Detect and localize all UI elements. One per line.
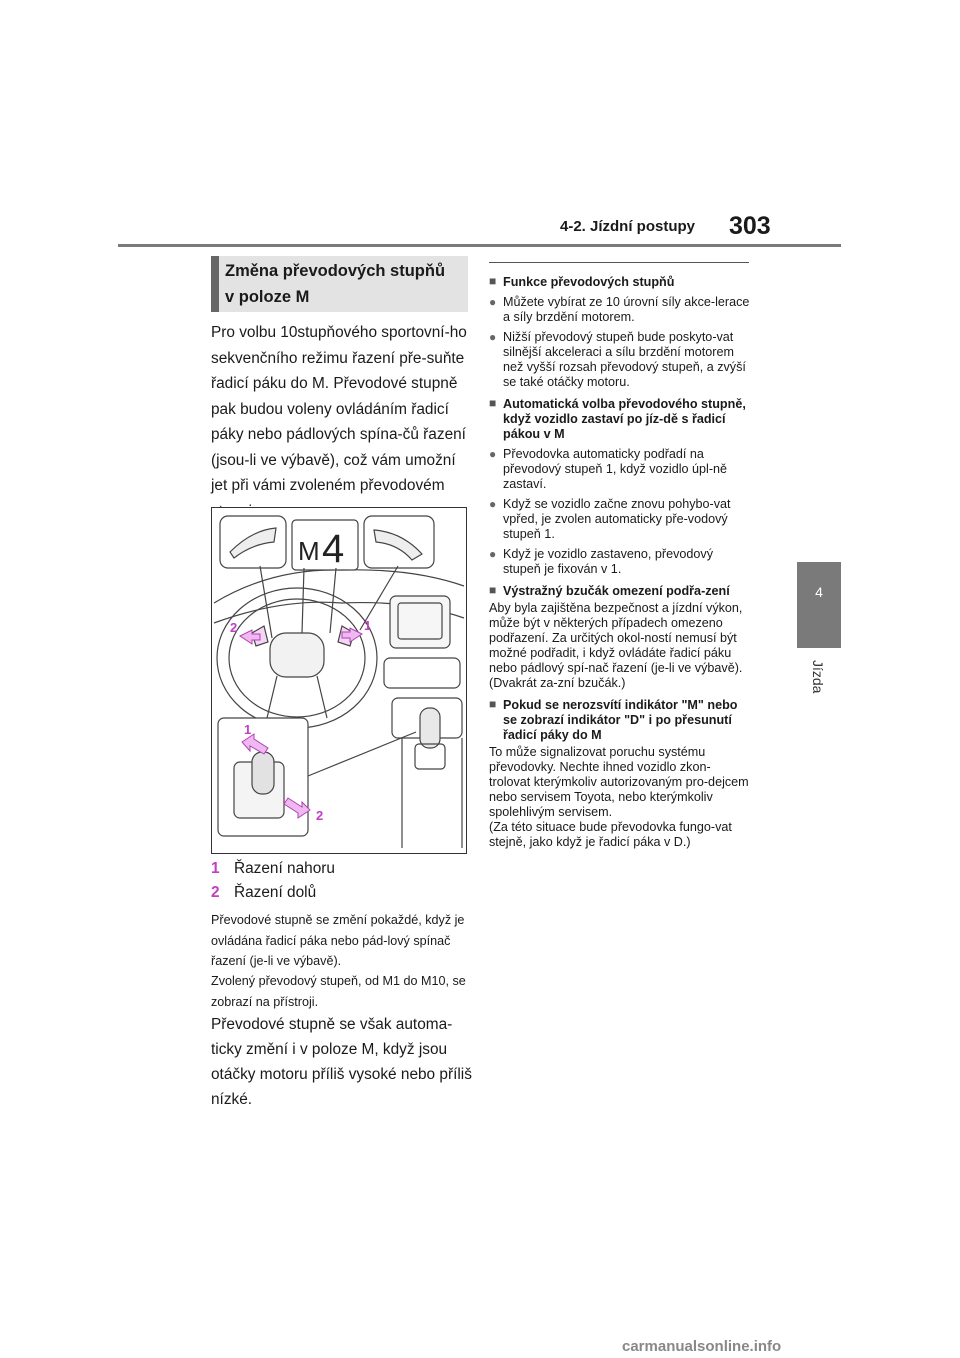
heading-indicator-fault: ■ Pokud se nerozsvítí indikátor "M" nebo se zobrazí indikátor "D" i po přesunutí řadicí páky do M xyxy=(489,698,751,743)
step-text: Řazení dolů xyxy=(234,884,317,901)
chapter-label-text: Jízda xyxy=(810,660,826,694)
footer-watermark: carmanualsonline.info xyxy=(622,1338,782,1355)
figure-label-1-right: 1 xyxy=(364,618,372,633)
paragraph-buzzer: Aby byla zajištěna bezpečnost a jízdní výkon, může být v některých případech omezeno podřazení. Za určitých okol-ností nemusí být možné podřadit, i když ovládáte řadicí páku nebo pádlový spí-nač řazení (je-li ve výbavě). (Dvakrát za-zní bzučák.) xyxy=(489,601,743,690)
chapter-label xyxy=(810,660,830,730)
step-downshift xyxy=(211,884,316,902)
bullet-item: ● Převodovka automaticky podřadí na převodový stupeň 1, když vozidlo úpl-ně zastaví. xyxy=(489,447,751,492)
display-number: 4 xyxy=(322,527,345,571)
heading-gear-functions: ■ Funkce převodových stupňů xyxy=(489,275,751,290)
note-auto-change: Převodové stupně se však automa-ticky změní i v poloze M, když jsou otáčky motoru příliš vysoké nebo příliš nízké. xyxy=(211,1016,472,1108)
paragraph-fault-note: (Za této situace bude převodovka fungo-vat stejně, jako když je řadicí páka v D.) xyxy=(489,820,732,849)
chapter-tab[interactable]: 4 xyxy=(797,562,841,648)
section-heading-line1: Změna převodových stupňů xyxy=(225,262,446,280)
right-column xyxy=(489,268,751,850)
step-upshift xyxy=(211,860,335,878)
heading-warning-buzzer: ■ Výstražný bzučák omezení podřa-zení xyxy=(489,584,751,599)
intro-paragraph: Pro volbu 10stupňového sportovní-ho sekvenčního režimu řazení pře-suňte řadicí páku do M. Převodové stupně pak budou voleny ovládáním řadicí páky nebo pádlových spína-čů řazení (jsou-li ve výbavě), což vám umožní jet při vámi zvoleném převodovém xyxy=(211,324,467,494)
note-gear-display: Zvolený převodový stupeň, od M1 do M10, se zobrazí na přístroji. xyxy=(211,974,466,1009)
paragraph-fault: To může signalizovat poruchu systému převodovky. Nechte ihned vozidlo zkon-trolovat kterýmkoliv autorizovaným pro-dejcem nebo servisem Toyota, nebo kterýmkoliv spolehlivým servisem. xyxy=(489,745,749,819)
page-number: 303 xyxy=(729,212,771,240)
bullet-item: ● Nižší převodový stupeň bude poskyto-vat silnější akceleraci a sílu brzdění motorem než vyšší rozsah převodový stupeň, a zvýší se také otáčky motoru. xyxy=(489,330,751,390)
figure-label-1-lever: 1 xyxy=(244,722,252,737)
bullet-item: ● Můžete vybírat ze 10 úrovní síly akce-lerace a síly brzdění motorem. xyxy=(489,295,751,325)
heading-auto-selection: ■ Automatická volba převodového stupně, když vozidlo zastaví po jíz-dě s řadicí pákou v M xyxy=(489,397,751,442)
figure-label-2-left: 2 xyxy=(230,620,238,635)
illustration-shift-paddles xyxy=(211,507,467,854)
section-heading xyxy=(211,256,468,312)
step-text: Řazení nahoru xyxy=(234,860,335,877)
right-column-divider xyxy=(489,262,749,263)
display-letter: M xyxy=(298,536,320,566)
illustration-drawing xyxy=(212,508,466,853)
note-gear-change: Převodové stupně se změní pokaždé, když je ovládána řadicí páka nebo pád-lový spínač řazení (je-li ve výbavě). xyxy=(211,913,465,968)
section-heading-line2: v poloze M xyxy=(225,288,310,306)
chapter-section-title: 4-2. Jízdní postupy xyxy=(560,218,696,235)
header-divider xyxy=(118,244,841,247)
bullet-item: ● Když se vozidlo začne znovu pohybo-vat vpřed, je zvolen automaticky pře-vodový stupeň 1. xyxy=(489,497,751,542)
step-number: 2 xyxy=(211,884,220,901)
bullet-item: ● Když je vozidlo zastaveno, převodový stupeň je fixován v 1. xyxy=(489,547,751,577)
figure-label-2-lever: 2 xyxy=(316,808,324,823)
step-number: 1 xyxy=(211,860,220,877)
